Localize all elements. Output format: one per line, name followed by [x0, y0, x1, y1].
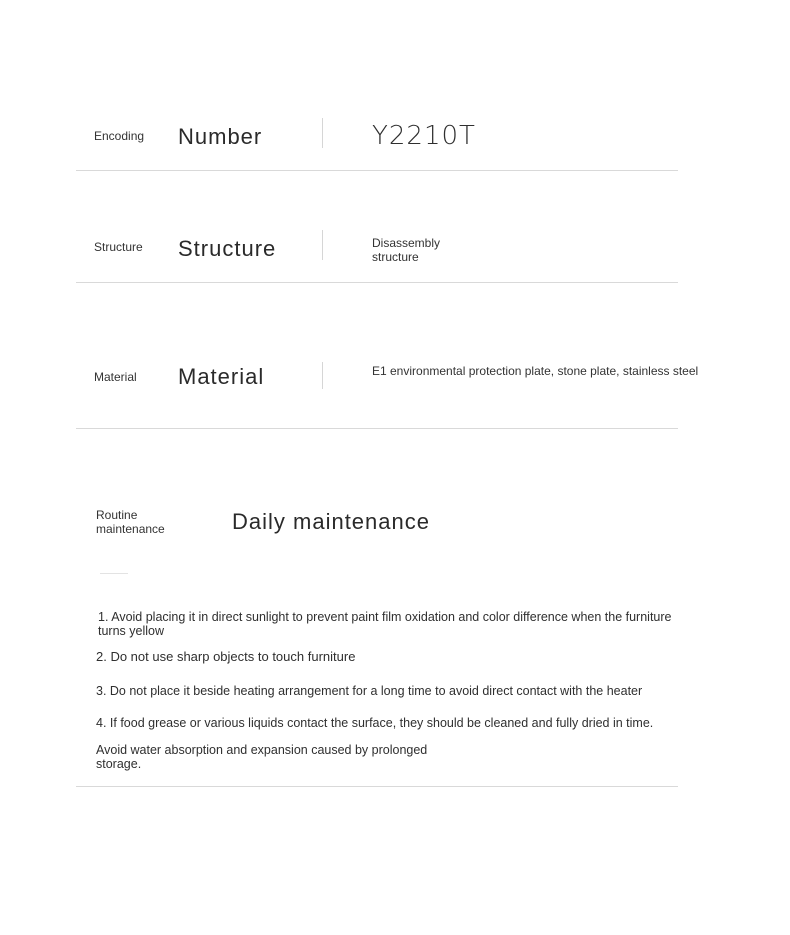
structure-label: Structure — [94, 240, 143, 254]
maintenance-item-line: 1. Avoid placing it in direct sunlight to prevent paint film oxidation and color difference when the furniture — [98, 610, 672, 624]
material-label: Material — [94, 370, 137, 384]
maintenance-item-line: 4. If food grease or various liquids contact the surface, they should be cleaned and fully dried in time. — [96, 716, 654, 730]
structure-value-line: structure — [372, 250, 419, 264]
row-separator — [76, 428, 678, 429]
maintenance-item — [96, 743, 427, 771]
maintenance-title: Daily maintenance — [232, 509, 430, 534]
row-divider-vertical — [322, 230, 323, 260]
material-title: Material — [178, 364, 265, 389]
material-value: E1 environmental protection plate, stone plate, stainless steel — [372, 364, 699, 378]
decorative-divider — [100, 573, 128, 574]
maintenance-label — [96, 508, 165, 536]
number-value: Y2210T — [372, 121, 476, 151]
structure-value-line: Disassembly — [372, 236, 441, 250]
structure-value — [372, 236, 440, 264]
maintenance-label-line: maintenance — [96, 522, 165, 536]
number-title: Number — [178, 124, 263, 149]
maintenance-item — [98, 610, 698, 638]
row-divider-vertical — [322, 362, 323, 389]
row-divider-vertical — [322, 118, 323, 148]
row-separator — [76, 282, 678, 283]
maintenance-item-line: turns yellow — [98, 624, 164, 638]
maintenance-label-line: Routine — [96, 508, 138, 522]
maintenance-item-line: storage. — [96, 757, 142, 771]
maintenance-item — [96, 684, 642, 698]
maintenance-item-line: 2. Do not use sharp objects to touch furniture — [96, 649, 356, 664]
section-separator — [76, 786, 678, 787]
maintenance-item-line: 3. Do not place it beside heating arrangement for a long time to avoid direct contact with the heater — [96, 684, 643, 698]
maintenance-item — [96, 650, 355, 664]
maintenance-item-line: Avoid water absorption and expansion caused by prolonged — [96, 743, 428, 757]
maintenance-item — [96, 716, 653, 730]
row-separator — [76, 170, 678, 171]
encoding-label: Encoding — [94, 129, 145, 143]
structure-title: Structure — [178, 236, 277, 261]
